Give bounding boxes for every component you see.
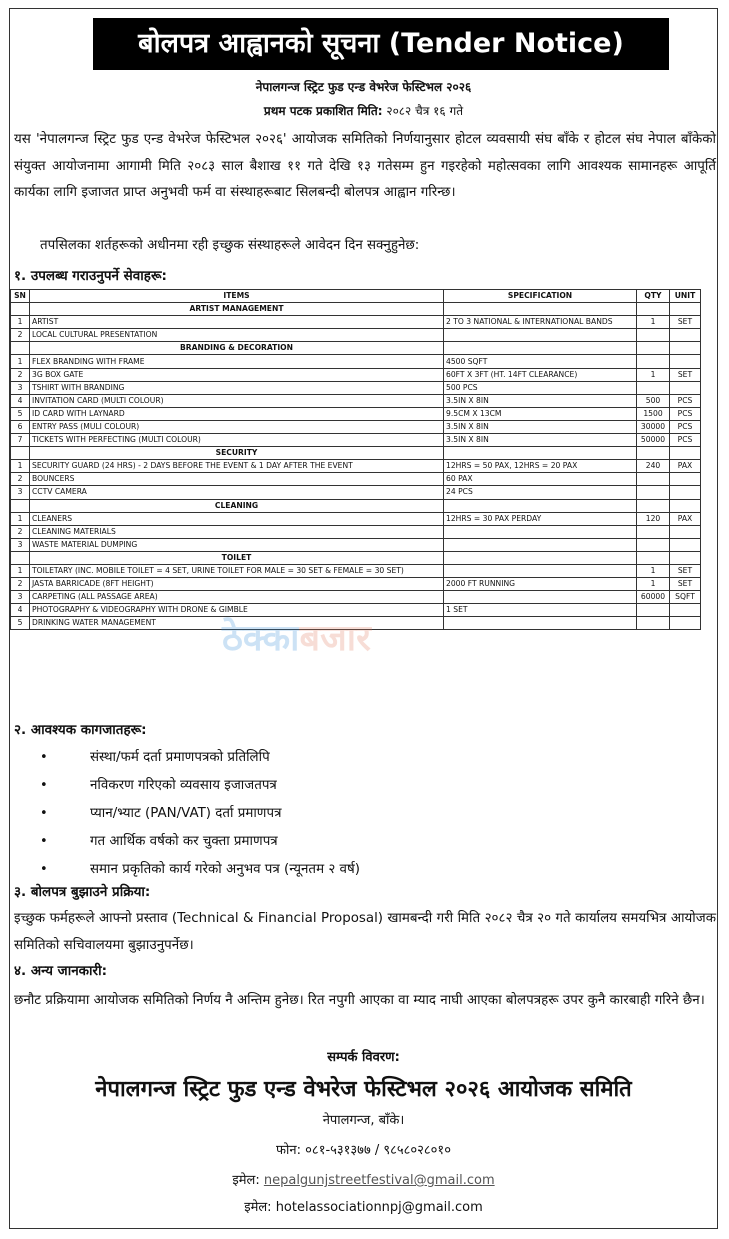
cell-unit: PCS — [670, 394, 701, 407]
cell-spec: 3.5IN X 8IN — [444, 420, 637, 433]
table-row — [11, 512, 701, 525]
festival-name: नेपालगन्ज स्ट्रिट फुड एन्ड वेभरेज फेस्टिभल २०२६ — [255, 80, 472, 94]
table-row — [11, 525, 701, 538]
cell-unit — [670, 329, 701, 342]
table-row — [11, 420, 701, 433]
notice-title: बोलपत्र आह्वानको सूचना (Tender Notice) — [93, 18, 669, 70]
category-empty-unit — [670, 303, 701, 316]
section-4-text: छनौट प्रक्रियामा आयोजक समितिको निर्णय नै अन्तिम हुनेछ। रित नपुगी आएका वा म्याद नाघी आएका बोलपत्रहरू उपर कुनै कारबाही गरिने छैन। — [14, 993, 705, 1008]
cell-unit — [670, 381, 701, 394]
intro-paragraph: यस 'नेपालगन्ज स्ट्रिट फुड एन्ड वेभरेज फेस्टिभल २०२६' आयोजक समितिको निर्णयानुसार होटल व्यवसायी संघ बाँके र होटल संघ नेपाल बाँकेको संयुक्त आयोजनामा आगामी मिति २०८३ साल बैशाख ११ गते देखि १३ गतेसम्म हुन गइरहेको महोत्सवका लागि आवश्यक सामानहरू आपूर्ति कार्यका लागि इजाजत प्राप्त अनुभवी फर्म वा संस्थाहरूबाट सिलबन्दी बोलपत्र आह्वान गरिन्छ। — [14, 132, 716, 200]
email-label: इमेल: — [244, 1200, 272, 1215]
cell-unit — [670, 538, 701, 551]
category-empty-qty — [637, 551, 670, 564]
cell-item: TSHIRT WITH BRANDING — [30, 381, 444, 394]
cell-unit: SQFT — [670, 591, 701, 604]
section-3-heading: ३. बोलपत्र बुझाउने प्रक्रिया: — [14, 884, 151, 900]
category-empty-spec — [444, 342, 637, 355]
cell-qty: 1500 — [637, 407, 670, 420]
intro-paragraph-2: तपसिलका शर्तहरूको अधीनमा रही इच्छुक संस्थाहरूले आवेदन दिन सक्नुहुनेछ: — [40, 238, 420, 253]
cell-sn: 2 — [11, 368, 30, 381]
cell-spec: 60FT X 3FT (HT. 14FT CLEARANCE) — [444, 368, 637, 381]
category-label: CLEANING — [30, 499, 444, 512]
table-category-row — [11, 342, 701, 355]
email-2[interactable]: hotelassociationnpj@gmail.com — [275, 1200, 483, 1215]
cell-qty: 500 — [637, 394, 670, 407]
col-qty: QTY — [637, 290, 670, 303]
cell-spec: 3.5IN X 8IN — [444, 394, 637, 407]
document-name: प्यान/भ्याट (PAN/VAT) दर्ता प्रमाणपत्र — [90, 806, 282, 821]
contact-email-2 — [9, 1197, 718, 1215]
cell-unit: PCS — [670, 420, 701, 433]
bullet-icon: • — [40, 806, 48, 821]
category-empty-qty — [637, 499, 670, 512]
category-label: ARTIST MANAGEMENT — [30, 303, 444, 316]
category-spacer — [11, 551, 30, 564]
cell-item: CLEANING MATERIALS — [30, 525, 444, 538]
table-row — [11, 591, 701, 604]
cell-sn: 5 — [11, 407, 30, 420]
watermark-part-2: बजार — [299, 618, 371, 659]
cell-spec — [444, 329, 637, 342]
col-specification: SPECIFICATION — [444, 290, 637, 303]
cell-item: LOCAL CULTURAL PRESENTATION — [30, 329, 444, 342]
document-name: गत आर्थिक वर्षको कर चुक्ता प्रमाणपत्र — [90, 834, 278, 849]
cell-item: JASTA BARRICADE (8FT HEIGHT) — [30, 578, 444, 591]
cell-qty: 240 — [637, 460, 670, 473]
cell-sn: 1 — [11, 512, 30, 525]
phone-number: ०८१-५३१३७७ / ९८५८०२८०१० — [305, 1143, 451, 1158]
table-row — [11, 316, 701, 329]
category-spacer — [11, 447, 30, 460]
cell-qty: 1 — [637, 578, 670, 591]
cell-spec: 500 PCS — [444, 381, 637, 394]
cell-unit: SET — [670, 564, 701, 577]
category-label: BRANDING & DECORATION — [30, 342, 444, 355]
cell-item: CLEANERS — [30, 512, 444, 525]
cell-qty: 1 — [637, 368, 670, 381]
section-4-heading: ४. अन्य जानकारी: — [14, 963, 107, 979]
cell-sn: 2 — [11, 525, 30, 538]
cell-sn: 2 — [11, 578, 30, 591]
col-sn: SN — [11, 290, 30, 303]
contact-address: नेपालगन्ज, बाँके। — [322, 1113, 405, 1128]
category-empty-spec — [444, 551, 637, 564]
bullet-icon: • — [40, 834, 48, 849]
document-name: नविकरण गरिएको व्यवसाय इजाजतपत्र — [90, 778, 277, 793]
category-spacer — [11, 342, 30, 355]
cell-unit — [670, 473, 701, 486]
contact-heading: सम्पर्क विवरण: — [327, 1050, 400, 1065]
cell-sn: 3 — [11, 381, 30, 394]
category-empty-qty — [637, 303, 670, 316]
cell-qty — [637, 381, 670, 394]
table-row — [11, 538, 701, 551]
cell-item: INVITATION CARD (MULTI COLOUR) — [30, 394, 444, 407]
cell-unit — [670, 617, 701, 630]
watermark — [222, 612, 371, 661]
table-row — [11, 394, 701, 407]
cell-qty — [637, 329, 670, 342]
cell-unit: SET — [670, 578, 701, 591]
table-row — [11, 434, 701, 447]
cell-qty: 1 — [637, 564, 670, 577]
document-list-item — [40, 828, 360, 856]
category-label: TOILET — [30, 551, 444, 564]
table-row — [11, 407, 701, 420]
col-items: ITEMS — [30, 290, 444, 303]
cell-spec: 3.5IN X 8IN — [444, 434, 637, 447]
section-3-text: इच्छुक फर्महरूले आफ्नो प्रस्ताव (Technical & Financial Proposal) खामबन्दी गरी मिति २०८२ चैत्र २० गते कार्यालय समयभित्र आयोजक समितिको सचिवालयमा बुझाउनुपर्नेछ। — [14, 911, 716, 953]
cell-spec: 2000 FT RUNNING — [444, 578, 637, 591]
cell-unit: PCS — [670, 434, 701, 447]
published-label: प्रथम पटक प्रकाशित मिति: — [263, 104, 383, 118]
cell-sn: 3 — [11, 486, 30, 499]
cell-item: ARTIST — [30, 316, 444, 329]
cell-spec: 1 SET — [444, 604, 637, 617]
cell-sn: 1 — [11, 355, 30, 368]
organizer-name: नेपालगन्ज स्ट्रिट फुड एन्ड वेभरेज फेस्टिभल २०२६ आयोजक समिति — [95, 1077, 632, 1102]
cell-unit: SET — [670, 368, 701, 381]
phone-label: फोन: — [276, 1143, 302, 1158]
cell-item: CCTV CAMERA — [30, 486, 444, 499]
cell-spec: 12HRS = 30 PAX PERDAY — [444, 512, 637, 525]
bullet-icon: • — [40, 750, 48, 765]
cell-unit — [670, 486, 701, 499]
cell-spec — [444, 564, 637, 577]
cell-sn: 1 — [11, 564, 30, 577]
category-empty-spec — [444, 447, 637, 460]
document-list-item — [40, 856, 360, 884]
document-list-item — [40, 772, 360, 800]
cell-qty: 50000 — [637, 434, 670, 447]
table-category-row — [11, 551, 701, 564]
table-row — [11, 355, 701, 368]
table-category-row — [11, 499, 701, 512]
cell-qty: 120 — [637, 512, 670, 525]
cell-sn: 1 — [11, 316, 30, 329]
cell-item: 3G BOX GATE — [30, 368, 444, 381]
category-empty-unit — [670, 551, 701, 564]
published-date-line — [9, 102, 718, 119]
cell-sn: 4 — [11, 604, 30, 617]
cell-item: ENTRY PASS (MULI COLOUR) — [30, 420, 444, 433]
cell-spec: 9.5CM X 13CM — [444, 407, 637, 420]
cell-sn: 3 — [11, 591, 30, 604]
bullet-icon: • — [40, 778, 48, 793]
cell-unit: PCS — [670, 407, 701, 420]
cell-unit — [670, 525, 701, 538]
cell-qty — [637, 473, 670, 486]
cell-unit — [670, 355, 701, 368]
email-link-1[interactable]: nepalgunjstreetfestival@gmail.com — [263, 1173, 495, 1188]
cell-spec: 2 TO 3 NATIONAL & INTERNATIONAL BANDS — [444, 316, 637, 329]
category-empty-unit — [670, 499, 701, 512]
table-row — [11, 460, 701, 473]
cell-item: BOUNCERS — [30, 473, 444, 486]
cell-unit: PAX — [670, 512, 701, 525]
cell-item: FLEX BRANDING WITH FRAME — [30, 355, 444, 368]
document-name: समान प्रकृतिको कार्य गरेको अनुभव पत्र (न्यूनतम २ वर्ष) — [90, 862, 360, 877]
category-empty-spec — [444, 499, 637, 512]
cell-spec: 24 PCS — [444, 486, 637, 499]
cell-sn: 2 — [11, 473, 30, 486]
cell-unit: PAX — [670, 460, 701, 473]
cell-item: PHOTOGRAPHY & VIDEOGRAPHY WITH DRONE & GIMBLE — [30, 604, 444, 617]
category-empty-qty — [637, 447, 670, 460]
category-spacer — [11, 303, 30, 316]
cell-item: CARPETING (ALL PASSAGE AREA) — [30, 591, 444, 604]
table-row — [11, 578, 701, 591]
category-empty-qty — [637, 342, 670, 355]
table-body — [11, 303, 701, 630]
table-category-row — [11, 447, 701, 460]
section-1-heading: १. उपलब्ध गराउनुपर्ने सेवाहरू: — [14, 268, 167, 284]
cell-item: DRINKING WATER MANAGEMENT — [30, 617, 444, 630]
contact-phone — [9, 1140, 718, 1158]
document-list-item — [40, 800, 360, 828]
cell-item: ID CARD WITH LAYNARD — [30, 407, 444, 420]
cell-item: SECURITY GUARD (24 HRS) - 2 DAYS BEFORE THE EVENT & 1 DAY AFTER THE EVENT — [30, 460, 444, 473]
cell-sn: 1 — [11, 460, 30, 473]
watermark-part-1: ठेक्का — [222, 618, 300, 659]
services-table — [10, 289, 701, 630]
category-label: SECURITY — [30, 447, 444, 460]
category-empty-spec — [444, 303, 637, 316]
cell-qty — [637, 538, 670, 551]
table-row — [11, 368, 701, 381]
col-unit: UNIT — [670, 290, 701, 303]
cell-qty — [637, 355, 670, 368]
cell-sn: 3 — [11, 538, 30, 551]
table-category-row — [11, 303, 701, 316]
cell-unit — [670, 604, 701, 617]
cell-qty: 60000 — [637, 591, 670, 604]
cell-qty — [637, 604, 670, 617]
cell-spec: 4500 SQFT — [444, 355, 637, 368]
cell-spec: 60 PAX — [444, 473, 637, 486]
cell-item: TOILETARY (INC. MOBILE TOILET = 4 SET, URINE TOILET FOR MALE = 30 SET & FEMALE = 30 SET) — [30, 564, 444, 577]
cell-qty: 1 — [637, 316, 670, 329]
cell-qty — [637, 525, 670, 538]
cell-item: WASTE MATERIAL DUMPING — [30, 538, 444, 551]
cell-spec — [444, 525, 637, 538]
email-label: इमेल: — [232, 1173, 260, 1188]
table-row — [11, 564, 701, 577]
table-row — [11, 329, 701, 342]
cell-unit: SET — [670, 316, 701, 329]
cell-sn: 2 — [11, 329, 30, 342]
table-header-row — [11, 290, 701, 303]
cell-sn: 5 — [11, 617, 30, 630]
cell-sn: 7 — [11, 434, 30, 447]
documents-list — [40, 744, 360, 884]
bullet-icon: • — [40, 862, 48, 877]
table-row — [11, 486, 701, 499]
cell-qty — [637, 486, 670, 499]
table-row — [11, 381, 701, 394]
published-date: २०८२ चैत्र १६ गते — [386, 104, 464, 118]
cell-qty: 30000 — [637, 420, 670, 433]
document-name: संस्था/फर्म दर्ता प्रमाणपत्रको प्रतिलिपि — [90, 750, 270, 765]
cell-sn: 6 — [11, 420, 30, 433]
document-list-item — [40, 744, 360, 772]
category-empty-unit — [670, 447, 701, 460]
cell-spec: 12HRS = 50 PAX, 12HRS = 20 PAX — [444, 460, 637, 473]
cell-item: TICKETS WITH PERFECTING (MULTI COLOUR) — [30, 434, 444, 447]
contact-email-1 — [9, 1170, 718, 1188]
category-empty-unit — [670, 342, 701, 355]
section-2-heading: २. आवश्यक कागजातहरू: — [14, 722, 147, 738]
cell-spec — [444, 538, 637, 551]
cell-sn: 4 — [11, 394, 30, 407]
cell-spec — [444, 591, 637, 604]
cell-qty — [637, 617, 670, 630]
category-spacer — [11, 499, 30, 512]
table-row — [11, 473, 701, 486]
cell-spec — [444, 617, 637, 630]
